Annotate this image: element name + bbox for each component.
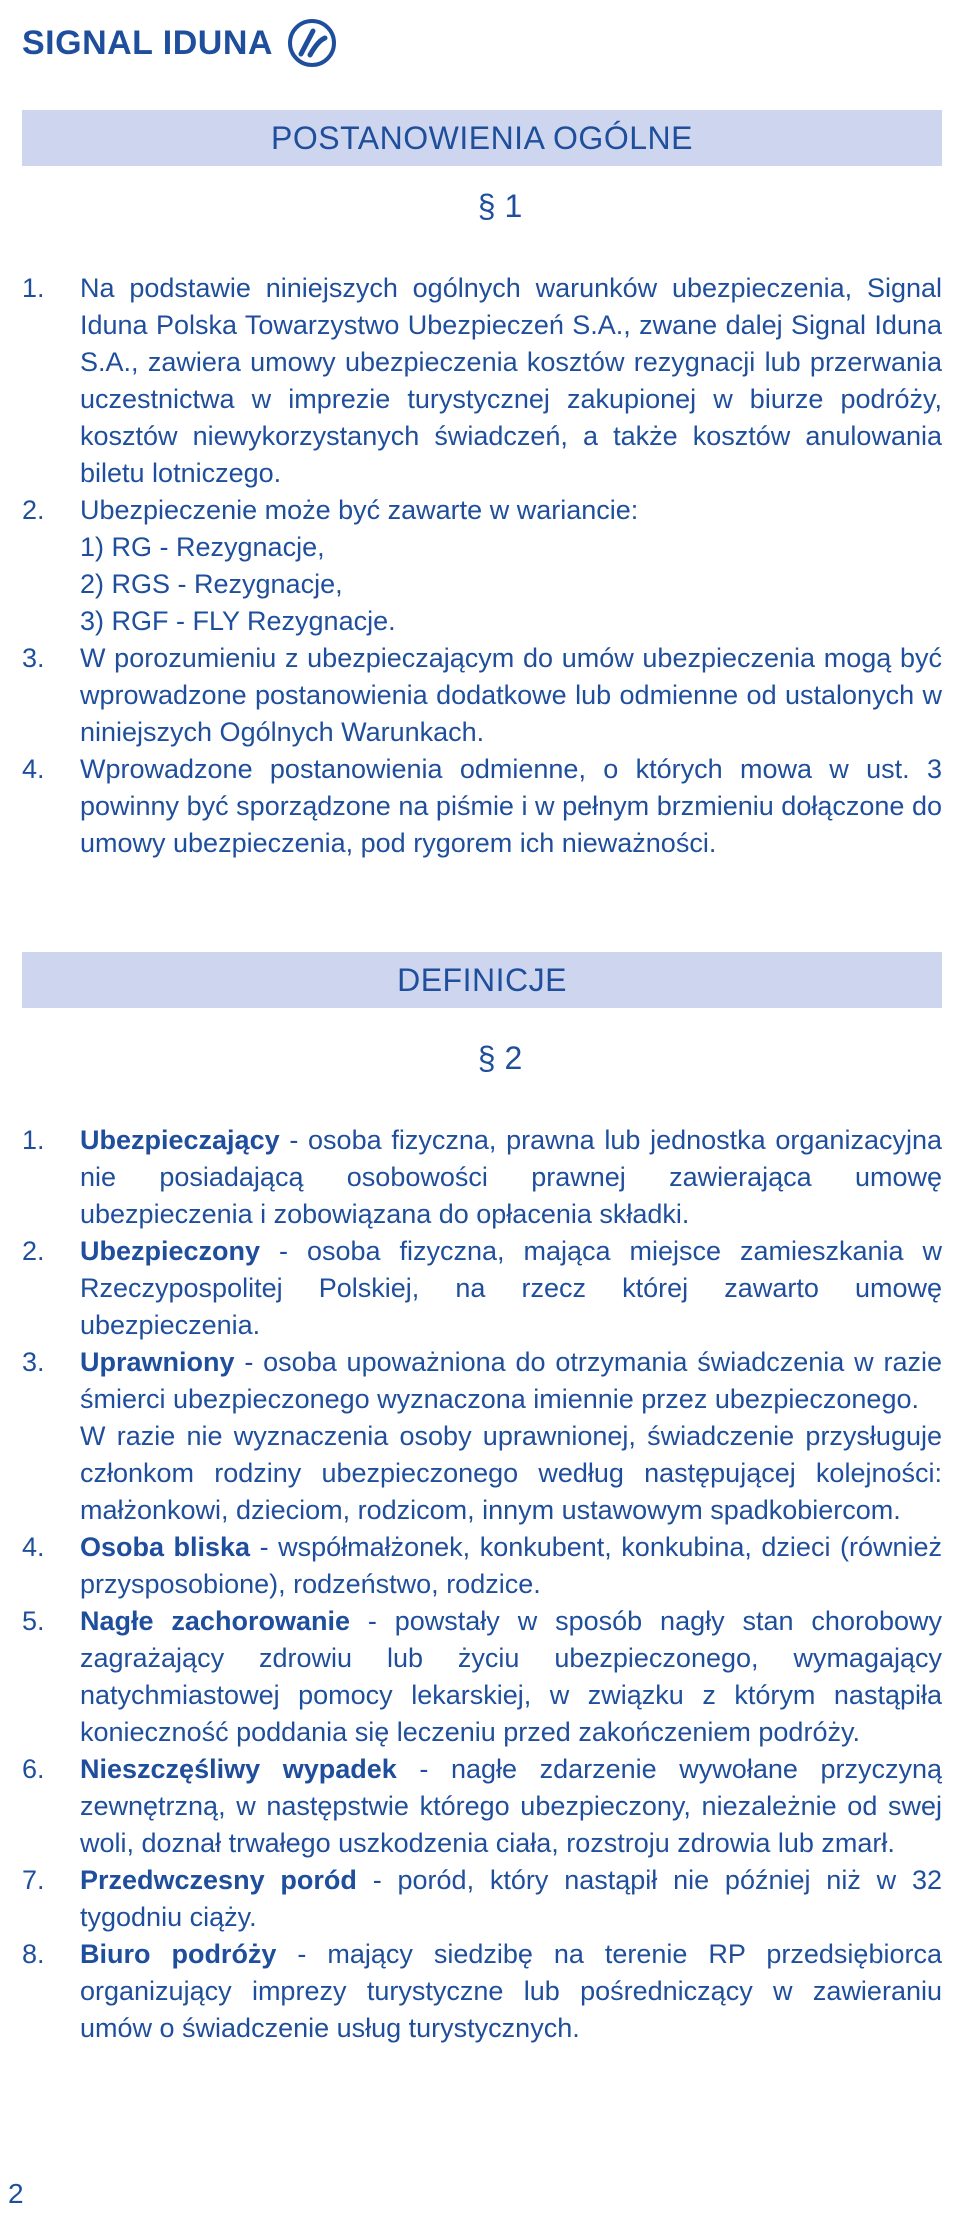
list-item [22, 492, 942, 640]
definition-term: Ubezpieczający [80, 1125, 280, 1155]
variant-rgf: 3) RGF - FLY Rezygnacje. [80, 606, 396, 636]
item-number: 5. [22, 1606, 45, 1636]
definition-text: - osoba upoważniona do otrzymania świadczenia w razie śmierci ubezpieczonego wyznaczona imiennie przez ubezpieczonego. [80, 1347, 942, 1414]
section-title-definitions: DEFINICJE [22, 952, 942, 1008]
definition-text: - osoba fizyczna, mająca miejsce zamieszkania w Rzeczypospolitej Polskiej, na rzecz której zawarto umowę ubezpieczenia. [80, 1236, 942, 1340]
definition-body [80, 1233, 942, 1344]
definition-text: - poród, który nastąpił nie później niż w 32 tygodniu ciąży. [80, 1865, 942, 1932]
brand-logo [22, 18, 337, 68]
definition-item [22, 1603, 942, 1751]
definition-item [22, 1751, 942, 1862]
page-number: 2 [8, 2178, 24, 2209]
paragraph-mark-1: § 1 [477, 188, 523, 224]
definition-text: - mający siedzibę na terenie RP przedsiębiorca organizujący imprezy turystyczne lub pośredniczący w zawieraniu umów o świadczenie usług turystycznych. [80, 1939, 942, 2043]
definition-body [80, 1603, 942, 1751]
definition-term: Osoba bliska [80, 1532, 251, 1562]
item-number: 1. [22, 1125, 45, 1155]
definition-term: Nieszczęśliwy wypadek [80, 1754, 397, 1784]
definition-body [80, 1122, 942, 1233]
item-text: W porozumieniu z ubezpieczającym do umów ubezpieczenia mogą być wprowadzone postanowienia dodatkowe lub odmienne od ustalonych w niniejszych Ogólnych Warunkach. [80, 643, 942, 747]
signal-iduna-logo-icon [287, 18, 337, 68]
definition-extra-text: W razie nie wyznaczenia osoby uprawnionej, świadczenie przysługuje członkom rodziny ubezpieczonego według następującej kolejności: małżonkowi, dzieciom, rodzicom, innym ustawowym spadkobiercom. [80, 1421, 942, 1525]
item-number: 2. [22, 495, 45, 525]
definition-item [22, 1936, 942, 2047]
definition-term: Biuro podróży [80, 1939, 277, 1969]
definition-term: Nagłe zachorowanie [80, 1606, 350, 1636]
definition-item [22, 1122, 942, 1233]
definition-item [22, 1862, 942, 1936]
item-number: 8. [22, 1939, 45, 1969]
definition-text: - powstały w sposób nagły stan chorobowy zagrażający zdrowiu lub życiu ubezpieczonego, wymagający natychmiastowej pomocy lekarskiej, w związku z którym nastąpiła konieczność poddania się leczeniu przed zakończeniem podróży. [80, 1606, 942, 1747]
definition-text: - osoba fizyczna, prawna lub jednostka organizacyjna nie posiadającą osobowości prawnej zawierająca umowę ubezpieczenia i zobowiązana do opłacenia składki. [80, 1125, 942, 1229]
list-item [22, 640, 942, 751]
paragraph-mark-2: § 2 [477, 1040, 523, 1076]
item-number: 2. [22, 1236, 45, 1266]
list-item [22, 270, 942, 492]
definition-item [22, 1233, 942, 1344]
definition-body [80, 1751, 942, 1862]
item-number: 3. [22, 1347, 45, 1377]
definition-term: Uprawniony [80, 1347, 235, 1377]
item-text: Na podstawie niniejszych ogólnych warunków ubezpieczenia, Signal Iduna Polska Towarzystwo Ubezpieczeń S.A., zwane dalej Signal Iduna S.A., zawiera umowy ubezpieczenia kosztów rezygnacji lub przerwania uczestnictwa w imprezie turystycznej zakupionej w biurze podróży, kosztów niewykorzystanych świadczeń, a także kosztów anulowania biletu lotniczego. [80, 273, 942, 488]
item-text: Ubezpieczenie może być zawarte w wariancie: [80, 495, 639, 525]
variant-rg: 1) RG - Rezygnacje, [80, 532, 325, 562]
variant-rgs: 2) RGS - Rezygnacje, [80, 569, 343, 599]
section-title-general-provisions: POSTANOWIENIA OGÓLNE [22, 110, 942, 166]
item-number: 6. [22, 1754, 45, 1784]
list-item [22, 751, 942, 862]
item-number: 1. [22, 273, 45, 303]
definition-body [80, 1529, 942, 1603]
definition-item [22, 1344, 942, 1529]
item-number: 4. [22, 1532, 45, 1562]
definition-term: Ubezpieczony [80, 1236, 261, 1266]
definition-term: Przedwczesny poród [80, 1865, 357, 1895]
item-number: 7. [22, 1865, 45, 1895]
logo-text: SIGNAL IDUNA [22, 23, 273, 62]
item-text: Wprowadzone postanowienia odmienne, o których mowa w ust. 3 powinny być sporządzone na piśmie i w pełnym brzmieniu dołączone do umowy ubezpieczenia, pod rygorem ich nieważności. [80, 754, 942, 858]
item-number: 4. [22, 754, 45, 784]
definition-body [80, 1862, 942, 1936]
definition-text: - współmałżonek, konkubent, konkubina, dzieci (również przysposobione), rodzeństwo, rodzice. [80, 1532, 942, 1599]
definition-body [80, 1344, 942, 1529]
definition-body [80, 1936, 942, 2047]
item-number: 3. [22, 643, 45, 673]
item-body [80, 492, 942, 640]
definition-item [22, 1529, 942, 1603]
general-provisions-list [22, 270, 942, 862]
definitions-list [22, 1122, 942, 2047]
definition-text: - nagłe zdarzenie wywołane przyczyną zewnętrzną, w następstwie którego ubezpieczony, niezależnie od swej woli, doznał trwałego uszkodzenia ciała, rozstroju zdrowia lub zmarł. [80, 1754, 943, 1858]
